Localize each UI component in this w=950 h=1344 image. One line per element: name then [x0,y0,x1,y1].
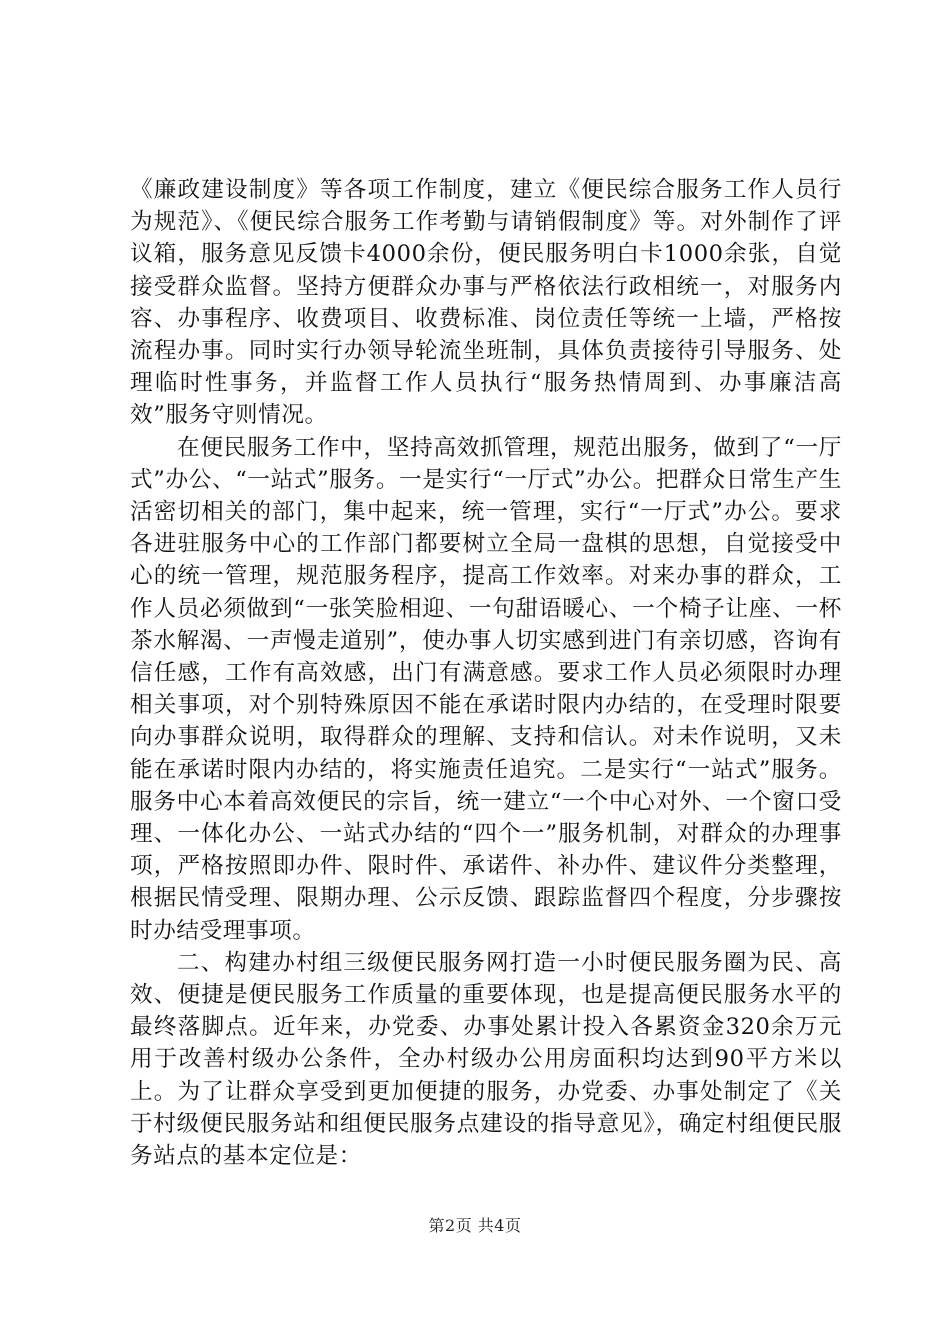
body-text [130,174,842,1172]
paragraph-1: 《廉政建设制度》等各项工作制度，建立《便民综合服务工作人员行为规范》、《便民综合服务工作考勤与请销假制度》等。对外制作了评议箱，服务意见反馈卡4000余份，便民服务明白卡1000余张，自觉接受群众监督。坚持方便群众办事与严格依法行政相统一，对服务内容、办事程序、收费项目、收费标准、岗位责任等统一上墙，严格按流程办事。同时实行办领导轮流坐班制，具体负责接待引导服务、处理临时性事务，并监督工作人员执行“服务热情周到、办事廉洁高效”服务守则情况。 [130,177,842,429]
paragraph-3: 二、构建办村组三级便民服务网打造一小时便民服务圈为民、高效、便捷是便民服务工作质量的重要体现，也是提高便民服务水平的最终落脚点。近年来，办党委、办事处累计投入各累资金320余万元用于改善村级办公条件，全办村级办公用房面积均达到90平方米以上。为了让群众享受到更加便捷的服务，办党委、办事处制定了《关于村级便民服务站和组便民服务点建设的指导意见》，确定村组便民服务站点的基本定位是： [130,949,842,1170]
paragraph-2: 在便民服务工作中，坚持高效抓管理，规范出服务，做到了“一厅式”办公、“一站式”服务。一是实行“一厅式”办公。把群众日常生产生活密切相关的部门，集中起来，统一管理，实行“一厅式”办公。要求各进驻服务中心的工作部门都要树立全局一盘棋的思想，自觉接受中心的统一管理，规范服务程序，提高工作效率。对来办事的群众，工作人员必须做到“一张笑脸相迎、一句甜语暖心、一个椅子让座、一杯茶水解渴、一声慢走道别”，使办事人切实感到进门有亲切感，咨询有信任感，工作有高效感，出门有满意感。要求工作人员必须限时办理相关事项，对个别特殊原因不能在承诺时限内办结的，在受理时限要向办事群众说明，取得群众的理解、支持和信认。对未作说明，又未能在承诺时限内办结的，将实施责任追究。二是实行“一站式”服务。服务中心本着高效便民的宗旨，统一建立“一个中心对外、一个窗口受理、一体化办公、一站式办结的“四个一”服务机制，对群众的办理事项，严格按照即办件、限时件、承诺件、补办件、建议件分类整理，根据民情受理、限期办理、公示反馈、跟踪监督四个程度，分步骤按时办结受理事项。 [130,434,842,944]
page-footer: 第2页 共4页 [428,1216,522,1235]
